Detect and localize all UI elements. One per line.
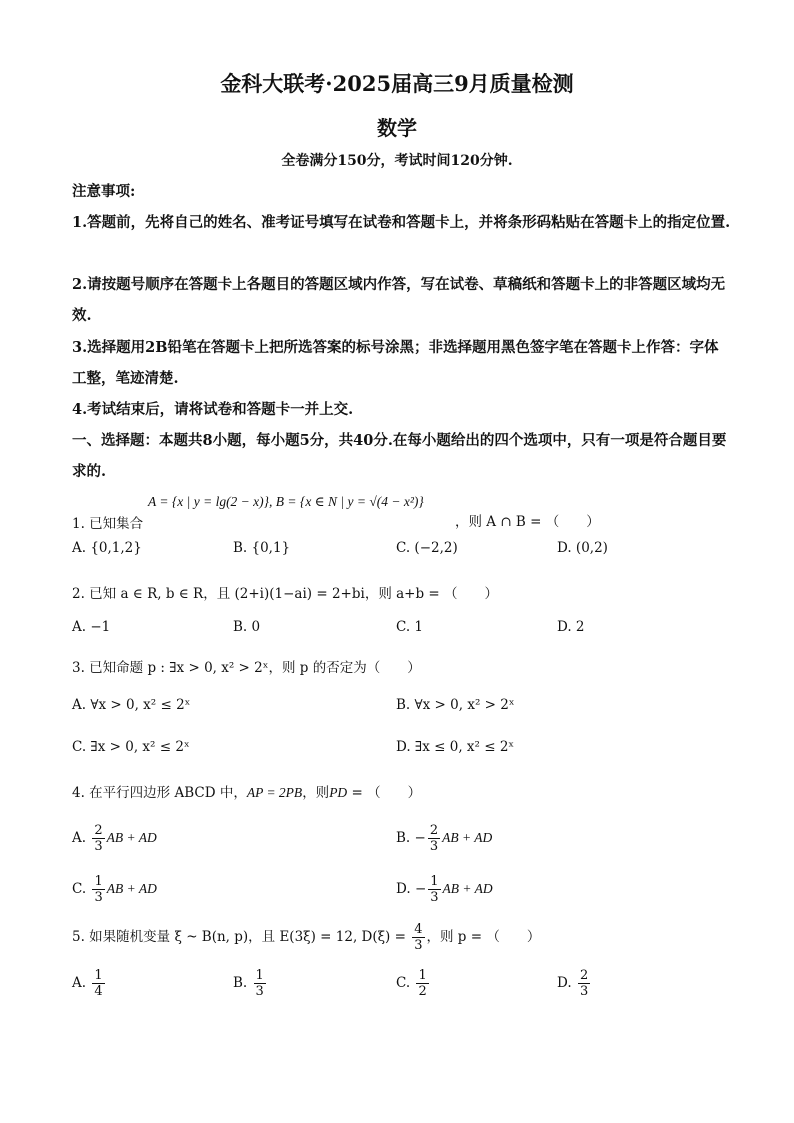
q5-stem	[72, 922, 540, 953]
q5-option-b-num: 1	[255, 968, 264, 983]
subject-title: 数学	[377, 116, 417, 140]
q4-option-d-num: 1	[430, 874, 439, 889]
q5-stem-suffix: ，则 p = （ ）	[426, 929, 541, 945]
q3-option-a: A. ∀x > 0, x² ≤ 2ˣ	[72, 697, 191, 713]
q4-stem-mid: ，则	[302, 785, 330, 801]
q1-prefix: 1. 已知集合	[72, 516, 144, 532]
q5-stem-den: 3	[414, 938, 423, 953]
q5-option-a	[72, 968, 107, 999]
q4-stem-suffix: = （ ）	[347, 785, 422, 801]
exam-title: 金科大联考·2025届高三9月质量检测	[220, 71, 574, 96]
notice-item-1: 1.答题前，先将自己的姓名、准考证号填写在试卷和答题卡上，并将条形码粘贴在答题卡上的指定位置.	[72, 214, 731, 231]
q5-option-c-num: 1	[418, 968, 427, 983]
q4-option-c-label: C.	[72, 881, 87, 897]
q5-option-c	[396, 968, 431, 999]
q4-option-c-den: 3	[94, 890, 103, 905]
q1-option-c: C. (−2,2)	[396, 540, 458, 556]
q5-stem-prefix: 5. 如果随机变量 ξ ~ B(n, p)，且 E(3ξ) = 12, D(ξ) =	[72, 929, 411, 945]
q4-option-c-num: 1	[94, 874, 103, 889]
notice-heading: 注意事项:	[72, 183, 136, 200]
q4-option-b-sign: −	[414, 830, 426, 846]
q4-option-d-sign: −	[414, 881, 427, 897]
q4-stem-prefix: 4. 在平行四边形 ABCD 中，	[72, 785, 247, 801]
q1-option-a: A. {0,1,2}	[72, 540, 142, 556]
q1-suffix: ，则 A ∩ B = （ ）	[455, 514, 600, 530]
q4-stem-target: PD	[329, 785, 348, 800]
q1-option-d: D. (0,2)	[557, 540, 608, 556]
q4-option-c	[72, 874, 157, 905]
q5-option-c-den: 2	[418, 984, 427, 999]
q4-option-a-den: 3	[94, 839, 103, 854]
q4-option-a-label: A.	[72, 830, 87, 846]
q4-option-d-rest: AB + AD	[442, 881, 493, 896]
notice-item-3: 3.选择题用2B铅笔在答题卡上把所选答案的标号涂黑；非选择题用黑色签字笔在答题卡上作答：字体工整，笔迹清楚.	[72, 339, 719, 387]
q4-option-a-num: 2	[94, 823, 103, 838]
q5-option-d	[557, 968, 592, 999]
q2-option-d: D. 2	[557, 619, 585, 635]
q4-option-b-den: 3	[429, 839, 439, 854]
q4-option-c-rest: AB + AD	[106, 881, 157, 896]
q3-option-c: C. ∃x > 0, x² ≤ 2ˣ	[72, 739, 190, 755]
q4-option-b-num: 2	[429, 823, 439, 838]
q2-stem: 2. 已知 a ∈ R, b ∈ R，且 (2+i)(1−ai) = 2+bi，则 a+b = （ ）	[72, 586, 499, 602]
q4-option-a	[72, 823, 157, 854]
q4-option-b	[396, 823, 492, 854]
q2-option-a: A. −1	[72, 619, 111, 635]
q5-option-d-den: 3	[579, 984, 589, 999]
q5-option-d-label: D.	[557, 975, 572, 991]
q4-option-b-rest: AB + AD	[442, 830, 493, 845]
q4-option-d-label: D.	[396, 881, 411, 897]
q3-stem: 3. 已知命题 p : ∃x > 0, x² > 2ˣ，则 p 的否定为（ ）	[72, 660, 421, 676]
q1-formula: A = {x | y = lg(2 − x)}, B = {x ∈ N | y = √(4 − x²)}	[148, 494, 424, 509]
q5-option-a-num: 1	[94, 968, 103, 983]
q5-stem-num: 4	[414, 922, 423, 937]
q5-option-d-num: 2	[579, 968, 589, 983]
q5-option-b-label: B.	[233, 975, 248, 991]
q4-stem-vector-eq: AP = 2PB	[246, 785, 303, 800]
q4-stem	[72, 781, 421, 801]
notice-item-2: 2.请按题号顺序在答题卡上各题目的答题区域内作答，写在试卷、草稿纸和答题卡上的非答题区域均无效.	[72, 276, 726, 324]
q4-option-d-den: 3	[430, 890, 439, 905]
q5-option-a-label: A.	[72, 975, 87, 991]
q2-option-b: B. 0	[233, 619, 261, 635]
q4-option-a-rest: AB + AD	[106, 830, 157, 845]
q3-option-d: D. ∃x ≤ 0, x² ≤ 2ˣ	[396, 739, 515, 755]
q5-option-b	[233, 968, 268, 999]
q5-option-b-den: 3	[255, 984, 264, 999]
exam-note: 全卷满分150分，考试时间120分钟.	[281, 153, 513, 169]
q4-option-d	[396, 874, 493, 905]
q5-option-a-den: 4	[94, 984, 103, 999]
q2-option-c: C. 1	[396, 619, 424, 635]
q5-option-c-label: C.	[396, 975, 411, 991]
q4-option-b-label: B.	[396, 830, 411, 846]
q1-option-b: B. {0,1}	[233, 540, 291, 556]
notice-item-4: 4.考试结束后，请将试卷和答题卡一并上交.	[72, 401, 354, 418]
q3-option-b: B. ∀x > 0, x² > 2ˣ	[396, 697, 515, 713]
section-heading: 一、选择题：本题共8小题，每小题5分，共40分.在每小题给出的四个选项中，只有一项是符合题目要求的.	[72, 432, 727, 480]
